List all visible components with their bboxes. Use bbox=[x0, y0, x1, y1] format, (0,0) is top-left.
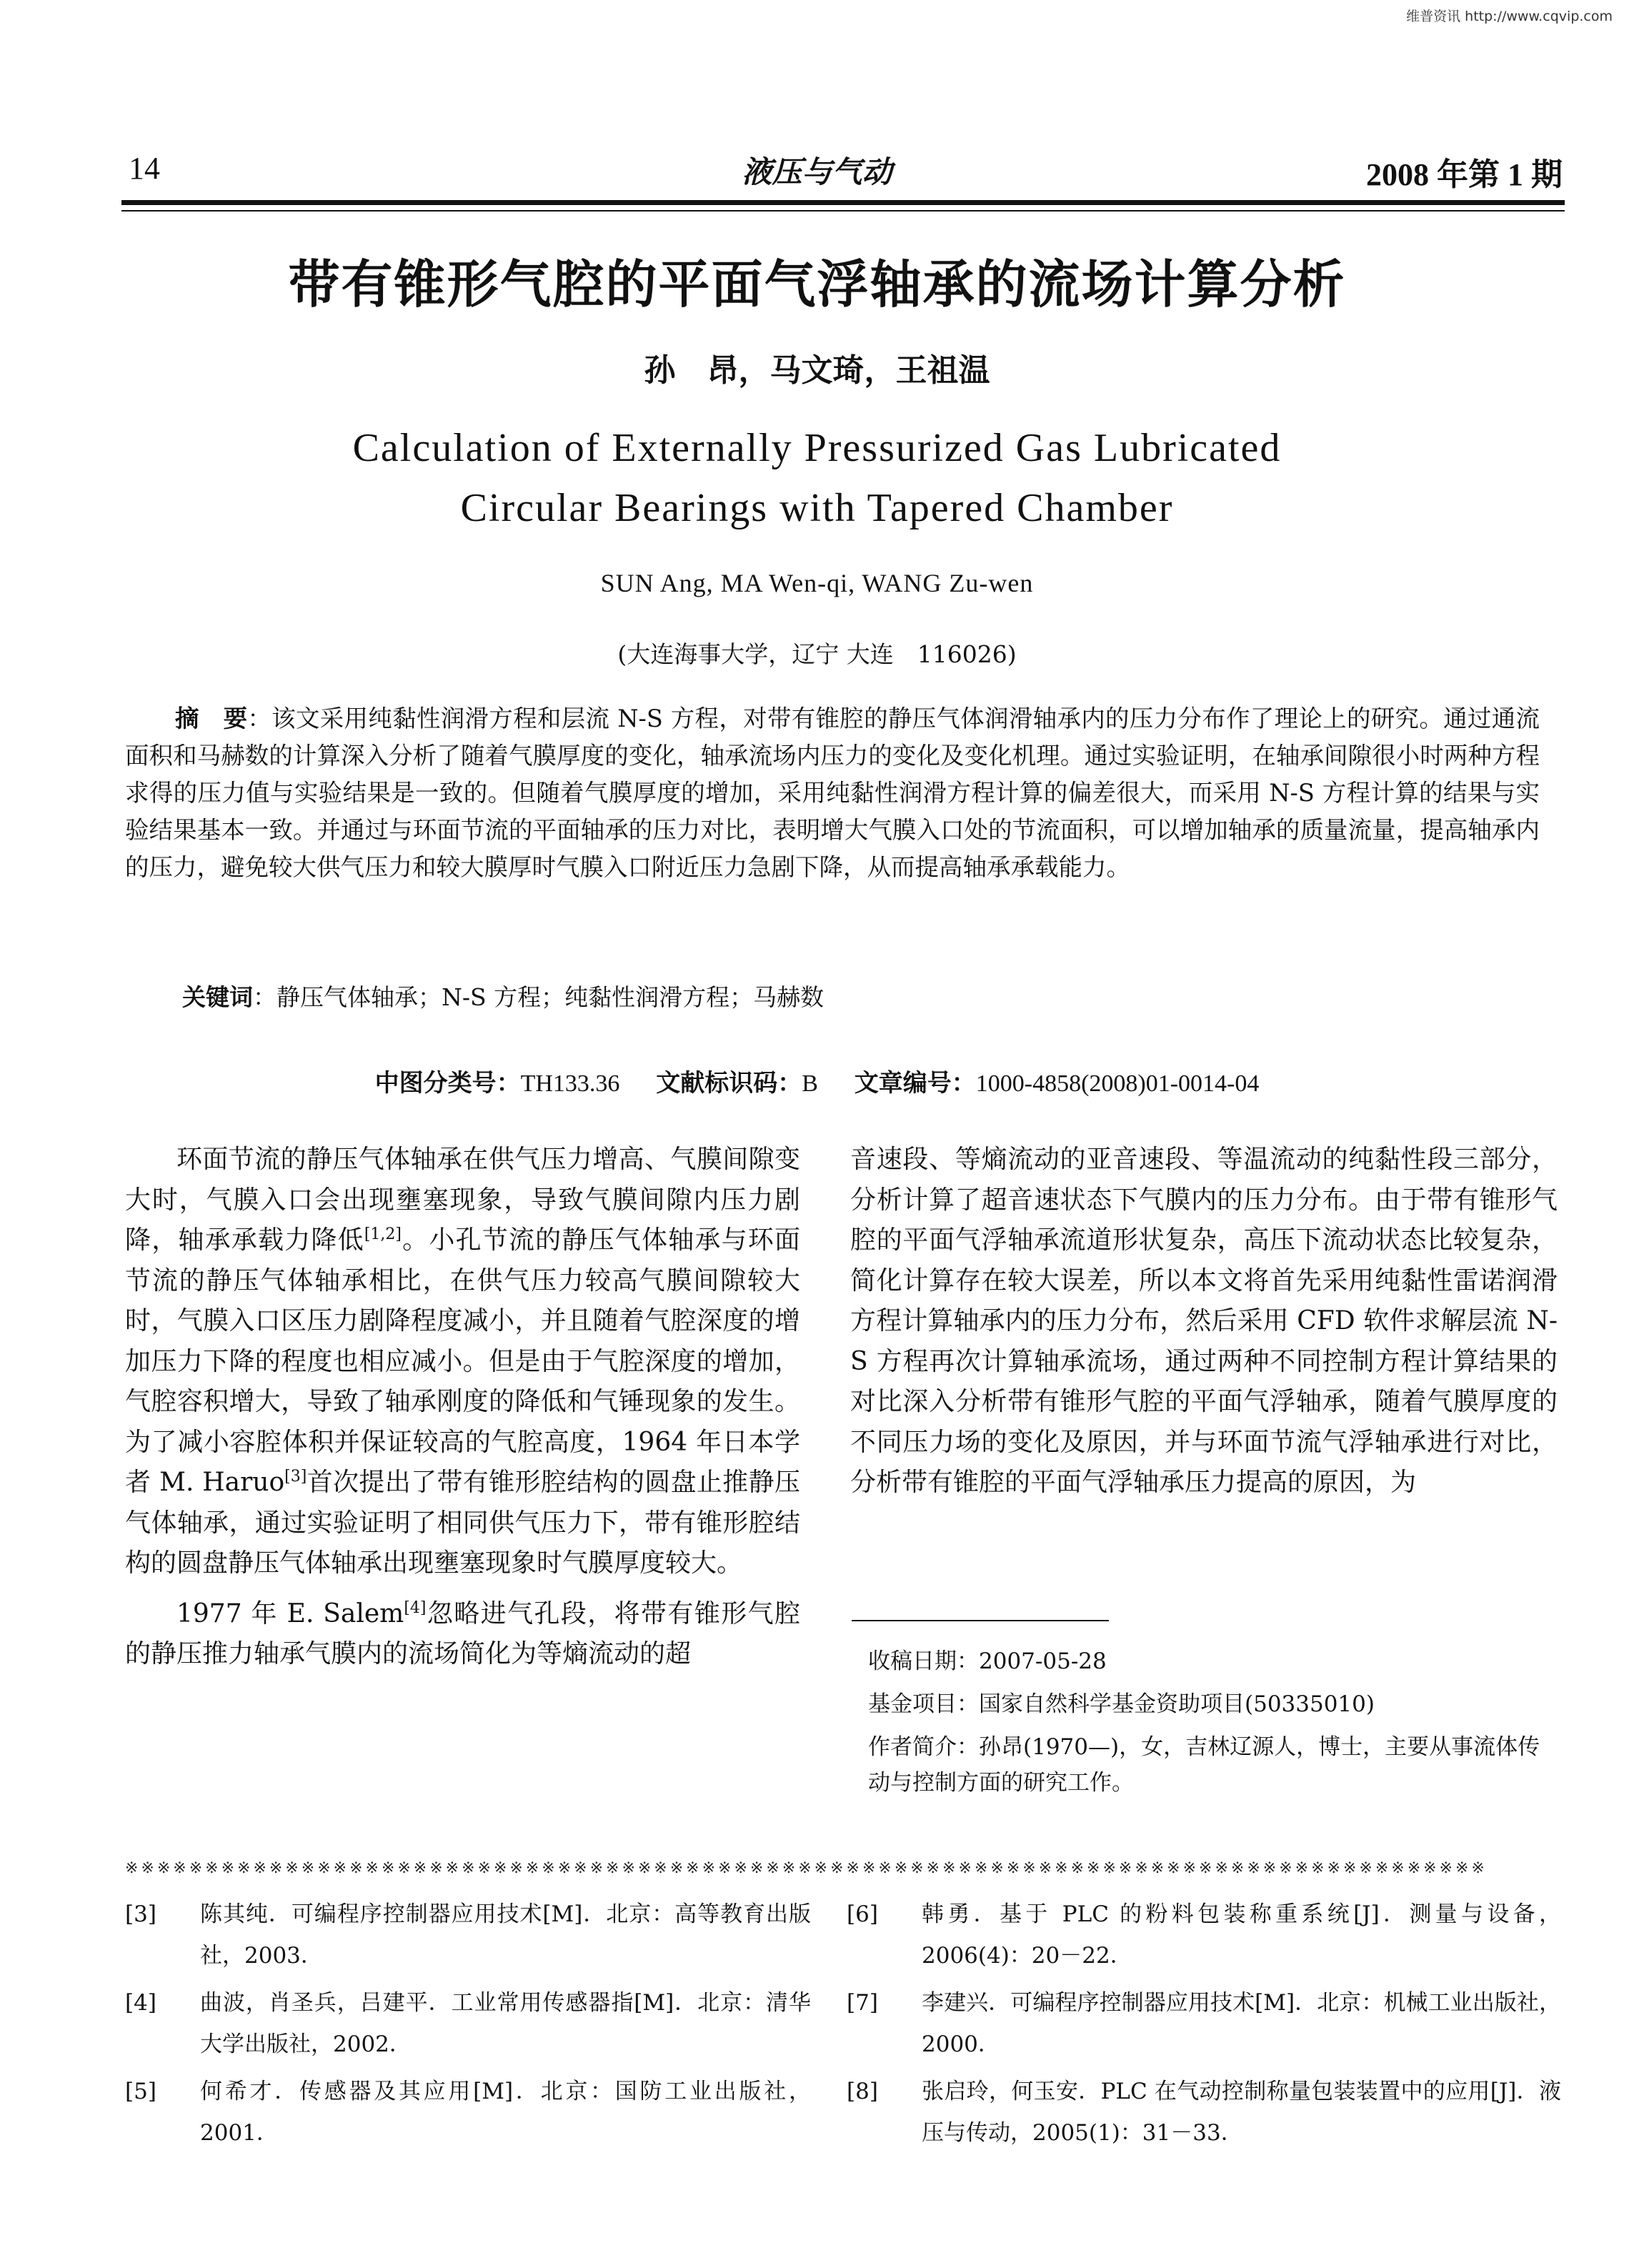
classification-line bbox=[0, 1063, 1634, 1098]
header-rule-thin bbox=[121, 210, 1565, 212]
authors: 孙 昂，马文琦，王祖温 bbox=[644, 352, 990, 389]
reference-text: 陈其纯．可编程序控制器应用技术[M]．北京：高等教育出版社，2003． bbox=[200, 1901, 811, 1969]
article-number-value: 1000-4858(2008)01-0014-04 bbox=[975, 1070, 1260, 1097]
clc-label: 中图分类号： bbox=[374, 1069, 521, 1098]
reference-number: [8] bbox=[847, 2079, 878, 2104]
reference-item bbox=[847, 1894, 1561, 1976]
reference-item bbox=[125, 1894, 811, 1976]
clc-value: TH133.36 bbox=[520, 1070, 620, 1097]
abstract-label: 摘 要 bbox=[175, 705, 248, 732]
reference-text: 何希才．传感器及其应用[M]．北京：国防工业出版社，2001． bbox=[200, 2079, 811, 2146]
journal-name: 液压与气动 bbox=[742, 154, 892, 189]
reference-number: [3] bbox=[125, 1901, 156, 1927]
reference-number: [7] bbox=[847, 1990, 878, 2016]
footnote-received: 收稿日期：2007-05-28 bbox=[868, 1648, 1107, 1674]
footnote-fund: 基金项目：国家自然科学基金资助项目(50335010) bbox=[868, 1691, 1375, 1717]
body-column-right bbox=[850, 1140, 1558, 1503]
reference-text: 张启玲，何玉安．PLC 在气动控制称量包装装置中的应用[J]．液压与传动，2005(1)：31－33． bbox=[922, 2079, 1561, 2146]
reference-number: [6] bbox=[847, 1901, 878, 1927]
keywords-label: 关键词 bbox=[182, 983, 253, 1011]
reference-text: 韩勇．基于 PLC 的粉料包装称重系统[J]．测量与设备，2006(4)：20－22． bbox=[922, 1901, 1561, 1969]
page-number: 14 bbox=[129, 151, 160, 186]
article-number-label: 文章编号： bbox=[854, 1069, 976, 1098]
references-right bbox=[847, 1894, 1561, 2159]
body-column-left bbox=[125, 1140, 800, 1675]
footnote-rule bbox=[852, 1620, 1109, 1621]
reference-number: [4] bbox=[125, 1990, 156, 2016]
keywords-text: ：静压气体轴承；N-S 方程；纯黏性润滑方程；马赫数 bbox=[253, 983, 825, 1011]
body-text: 。小孔节流的静压气体轴承与环面节流的静压气体轴承相比，在供气压力较高气膜间隙较大时，气膜入口区压力剧降程度减小，并且随着气腔深度的增加压力下降的程度也相应减小。但是由于气腔深度的增加，气腔容积增大，导致了轴承刚度的降低和气锤现象的发生。为了减小容腔体积并保证较高的气腔高度，1964 年日本学者 M. Haruo bbox=[125, 1225, 800, 1497]
section-divider: ※※※※※※※※※※※※※※※※※※※※※※※※※※※※※※※※※※※※※※※※※※※※※※※※※※※※※※※※※※※※※※※※※※※※※※※※※※※※※※※※※※※※※ bbox=[125, 1859, 1488, 1877]
body-text: 忽略进气孔段，将带有锥形气腔的静压推力轴承气膜内的流场简化为等熵流动的超 bbox=[125, 1598, 800, 1668]
abstract bbox=[125, 700, 1540, 886]
reference-item bbox=[125, 1982, 811, 2065]
english-title bbox=[0, 418, 1634, 538]
body-paragraph: 音速段、等熵流动的亚音速段、等温流动的纯黏性段三部分，分析计算了超音速状态下气膜内的压力分布。由于带有锥形气腔的平面气浮轴承流道形状复杂，高压下流动状态比较复杂，简化计算存在较大误差，所以本文将首先采用纯黏性雷诺润滑方程计算轴承内的压力分布，然后采用 CFD 软件求解层流 N-S 方程再次计算轴承流场，通过两种不同控制方程计算结果的对比深入分析带有锥形气腔的平面气浮轴承，随着气膜厚度的不同压力场的变化及原因，并与环面节流气浮轴承进行对比，分析带有锥腔的平面气浮轴承压力提高的原因，为 bbox=[850, 1145, 1558, 1497]
doc-code-value: B bbox=[802, 1070, 818, 1097]
citation: [3] bbox=[284, 1468, 307, 1486]
english-title-line2: Circular Bearings with Tapered Chamber bbox=[460, 486, 1174, 530]
english-title-line1: Calculation of Externally Pressurized Gas Lubricated bbox=[352, 426, 1282, 470]
references-left bbox=[125, 1894, 811, 2159]
body-paragraph bbox=[125, 1594, 800, 1675]
citation: [1,2] bbox=[364, 1225, 402, 1243]
doc-code-label: 文献标识码： bbox=[656, 1069, 802, 1098]
issue-label: 2008 年第 1 期 bbox=[1366, 157, 1563, 192]
citation: [4] bbox=[404, 1598, 427, 1617]
reference-text: 曲波，肖圣兵，吕建平．工业常用传感器指[M]．北京：清华大学出版社，2002． bbox=[200, 1990, 811, 2057]
header-rule-thick bbox=[121, 200, 1565, 205]
watermark: 维普资讯 http://www.cqvip.com bbox=[1406, 9, 1613, 24]
keywords bbox=[182, 979, 824, 1013]
body-text: 1977 年 E. Salem bbox=[176, 1598, 404, 1628]
paper-title: 带有锥形气腔的平面气浮轴承的流场计算分析 bbox=[288, 254, 1346, 314]
body-text: 环面节流的静压气体轴承在供气压力增高、气膜间隙变大时，气膜入口会出现壅塞现象，导致气膜间隙内压力剧降，轴承承载力降低 bbox=[125, 1145, 800, 1255]
footnote-author-bio: 作者简介：孙昂(1970—)，女，吉林辽源人，博士，主要从事流体传动与控制方面的研究工作。 bbox=[868, 1734, 1540, 1796]
reference-item bbox=[847, 2071, 1561, 2154]
body-paragraph bbox=[125, 1140, 800, 1584]
affiliation: (大连海事大学，辽宁 大连 116026) bbox=[617, 640, 1017, 668]
abstract-text: ：该文采用纯黏性润滑方程和层流 N-S 方程，对带有锥腔的静压气体润滑轴承内的压力分布作了理论上的研究。通过通流面积和马赫数的计算深入分析了随着气膜厚度的变化，轴承流场内压力的变化及变化机理。通过实验证明，在轴承间隙很小时两种方程求得的压力值与实验结果是一致的。但随着气膜厚度的增加，采用纯黏性润滑方程计算的偏差很大，而采用 N-S 方程计算的结果与实验结果基本一致。并通过与环面节流的平面轴承的压力对比，表明增大气膜入口处的节流面积，可以增加轴承的质量流量，提高轴承内的压力，避免较大供气压力和较大膜厚时气膜入口附近压力急剧下降，从而提高轴承承载能力。 bbox=[125, 705, 1540, 881]
body-text: 首次提出了带有锥形腔结构的圆盘止推静压气体轴承，通过实验证明了相同供气压力下，带有锥形腔结构的圆盘静压气体轴承出现壅塞现象时气膜厚度较大。 bbox=[125, 1468, 800, 1578]
reference-text: 李建兴．可编程序控制器应用技术[M]．北京：机械工业出版社，2000． bbox=[922, 1990, 1561, 2057]
reference-item bbox=[847, 1982, 1561, 2065]
english-authors: SUN Ang, MA Wen-qi, WANG Zu-wen bbox=[600, 569, 1034, 597]
reference-number: [5] bbox=[125, 2079, 156, 2104]
reference-item bbox=[125, 2071, 811, 2154]
